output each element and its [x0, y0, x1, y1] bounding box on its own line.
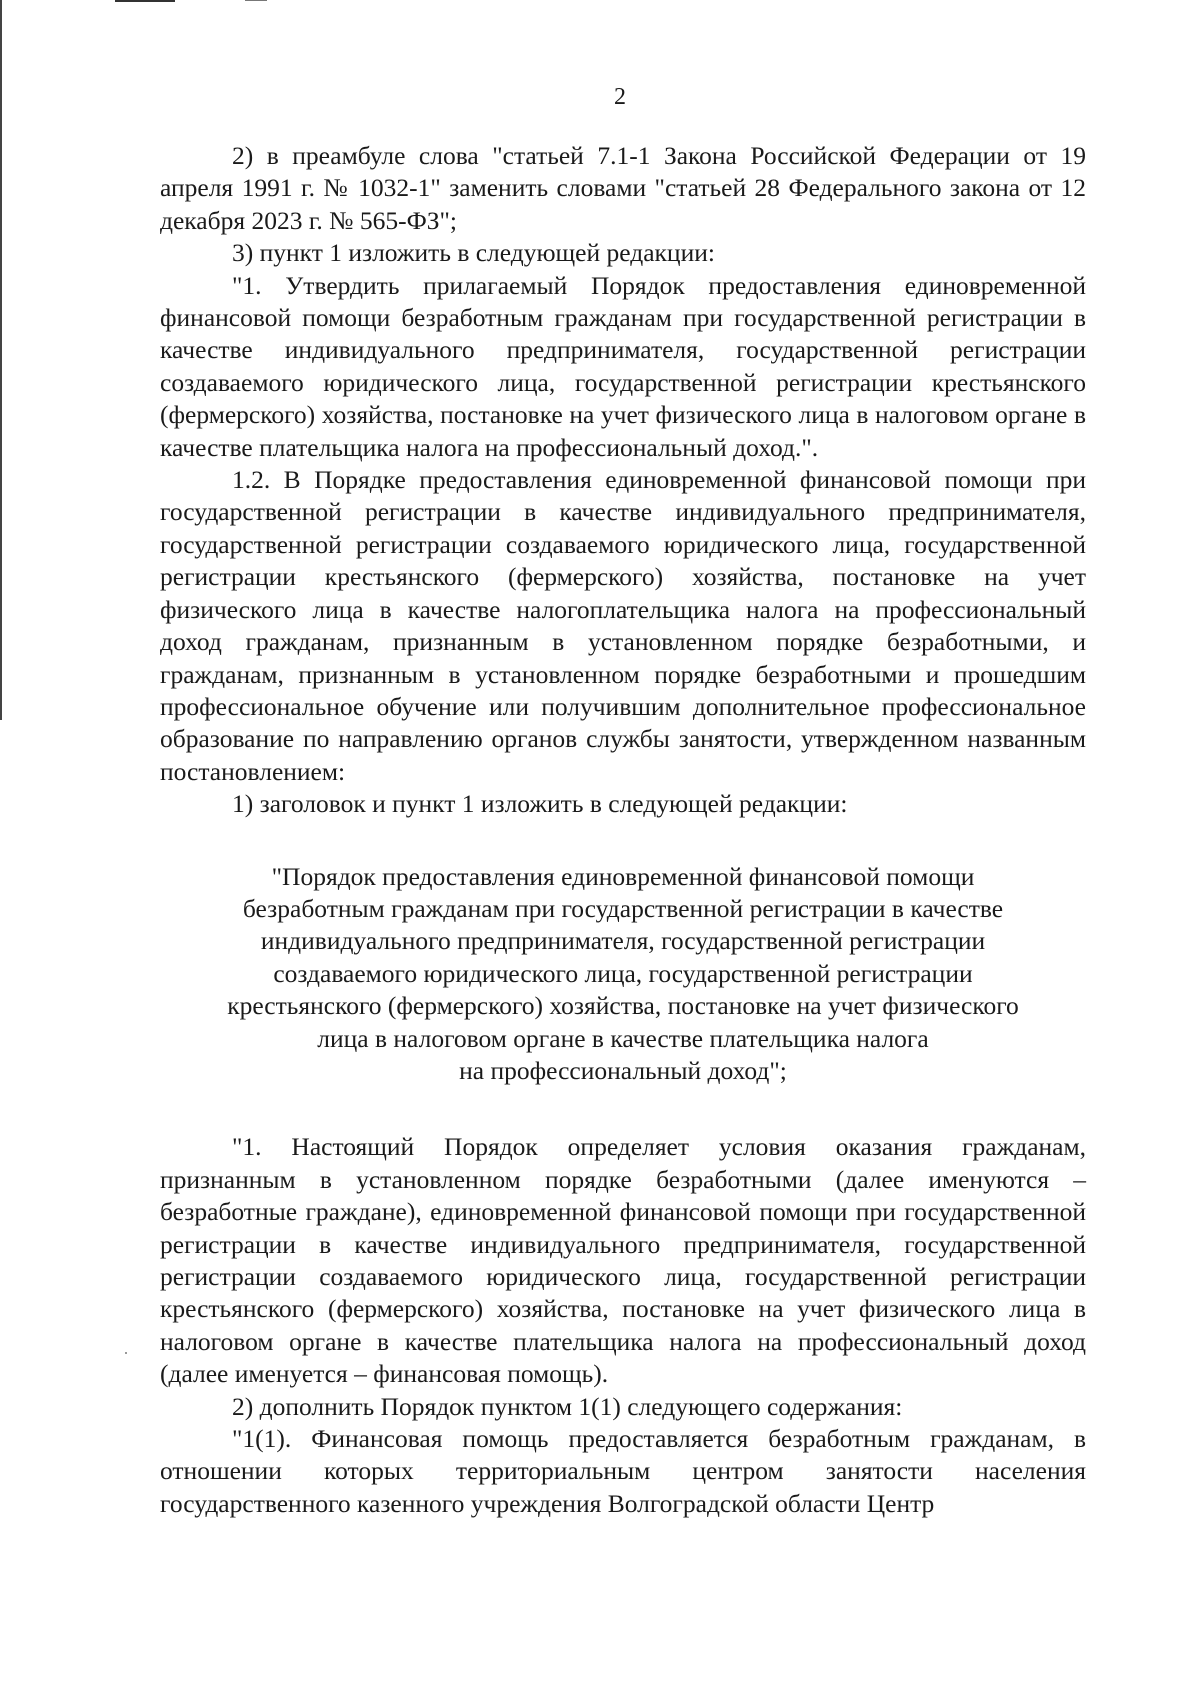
paragraph: "1. Настоящий Порядок определяет условия оказания гражданам, признанным в установленном порядке безработными (далее именуются – безработные граждане), единовременной финансовой помощи при государственной регистрации в качестве индивидуального предпринимателя, государственной регистрации создаваемого юридического лица, государственной регистрации крестьянского (фермерского) хозяйства, постановке на учет физического лица в налоговом органе в качестве плательщика налога на профессиональный доход (далее именуется – финансовая помощь). [160, 1132, 1086, 1389]
title-line: безработным гражданам при государственной регистрации в качестве [242, 893, 1004, 923]
title-line: создаваемого юридического лица, государственной регистрации [273, 958, 973, 988]
title-line: индивидуального предпринимателя, государственной регистрации [260, 926, 986, 956]
paragraph: 2) в преамбуле слова "статьей 7.1-1 Закона Российской Федерации от 19 апреля 1991 г. № 1032-1" заменить словами "статьей 28 Федерального закона от 12 декабря 2023 г. № 565-ФЗ"; [160, 141, 1086, 235]
paragraph: 2) дополнить Порядок пунктом 1(1) следующего содержания: [232, 1391, 903, 1421]
title-line: лица в налоговом органе в качестве плательщика налога [317, 1023, 929, 1053]
paragraph: "1. Утвердить прилагаемый Порядок предоставления единовременной финансовой помощи безработным гражданам при государственной регистрации в качестве индивидуального предпринимателя, государственной регистрации создаваемого юридического лица, государственной регистрации крестьянского (фермерского) хозяйства, постановке на учет физического лица в налоговом органе в качестве плательщика налога на профессиональный доход.". [160, 270, 1086, 462]
scan-artifact [125, 1352, 127, 1354]
page-number: 2 [614, 84, 626, 110]
paragraph: 1) заголовок и пункт 1 изложить в следующей редакции: [232, 789, 848, 819]
document-body [160, 140, 1086, 1520]
title-line: крестьянского (фермерского) хозяйства, постановке на учет физического [227, 991, 1019, 1021]
title-line: на профессиональный доход"; [459, 1055, 787, 1085]
paragraph: 3) пункт 1 изложить в следующей редакции: [232, 238, 715, 268]
scan-artifact [115, 0, 175, 2]
paragraph: 1.2. В Порядке предоставления единовременной финансовой помощи при государственной регистрации в качестве индивидуального предпринимателя, государственной регистрации создаваемого юридического лица, государственной регистрации крестьянского (фермерского) хозяйства, постановке на учет физического лица в качестве налогоплательщика налога на профессиональный доход гражданам, признанным в установленном порядке безработными, и гражданам, признанным в установленном порядке безработными и прошедшим профессиональное обучение или получившим дополнительное профессиональное образование по направлению органов службы занятости, утвержденном названным постановлением: [160, 465, 1086, 786]
scan-artifact [245, 0, 267, 1]
paragraph: "1(1). Финансовая помощь предоставляется безработным гражданам, в отношении которых территориальным центром занятости населения государственного казенного учреждения Волгоградской области Центр [160, 1424, 1086, 1518]
order-title [160, 861, 1086, 1088]
title-line: "Порядок предоставления единовременной финансовой помощи [271, 861, 975, 891]
